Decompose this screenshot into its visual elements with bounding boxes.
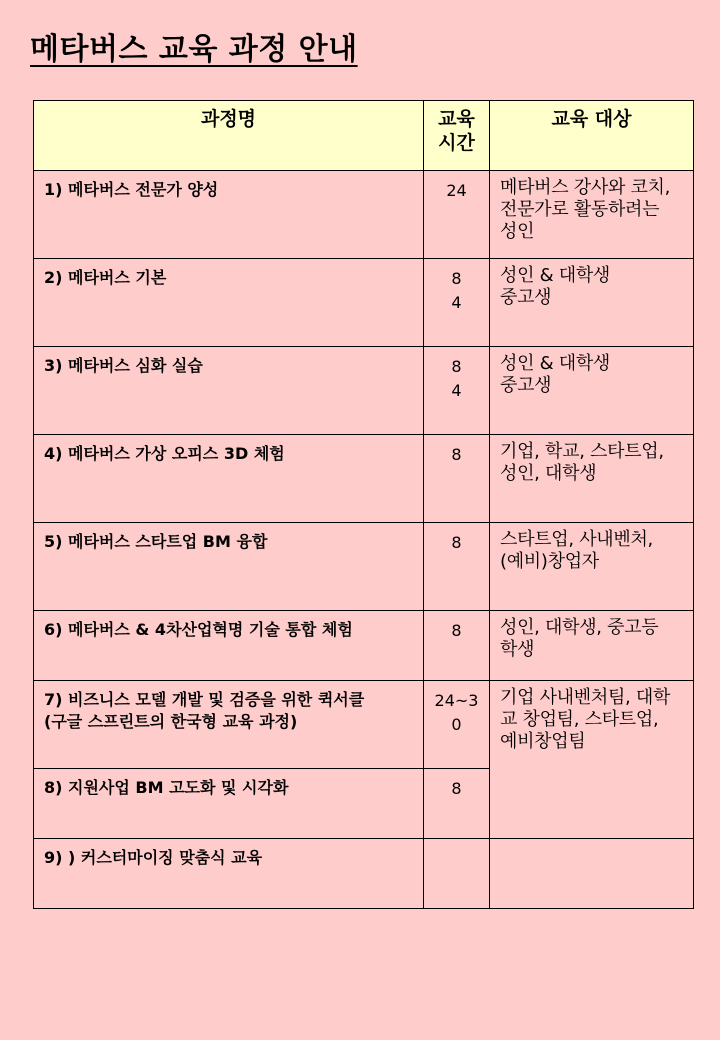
course-name: 1) 메타버스 전문가 양성	[44, 180, 219, 199]
course-target-cell	[490, 171, 694, 259]
course-hours-cell	[424, 523, 490, 611]
table-row	[34, 171, 694, 259]
course-hours-cell	[424, 769, 490, 839]
course-target: 예비창업팀	[500, 731, 586, 752]
course-name-cell	[34, 435, 424, 523]
header-target	[490, 101, 694, 171]
course-name-cell	[34, 523, 424, 611]
course-hours: 4	[451, 381, 462, 400]
course-name: 2) 메타버스 기본	[44, 268, 167, 287]
course-target: 성인, 대학생, 중고등	[500, 617, 659, 638]
course-name: (구글 스프린트의 한국형 교육 과정)	[44, 712, 298, 731]
course-name-cell	[34, 171, 424, 259]
course-target: 스타트업, 사내벤처,	[500, 529, 653, 550]
course-name: 4) 메타버스 가상 오피스 3D 체험	[44, 444, 285, 463]
table-row	[34, 611, 694, 681]
course-name: 9) ) 커스터마이징 맞춤식 교육	[44, 848, 263, 867]
course-target-cell	[490, 611, 694, 681]
course-name: 5) 메타버스 스타트업 BM 융합	[44, 532, 268, 551]
header-target-label: 교육 대상	[551, 108, 632, 130]
course-hours-cell	[424, 171, 490, 259]
table-row	[34, 681, 694, 769]
course-hours: 8	[451, 779, 462, 798]
course-target: 전문가로 활동하려는	[500, 199, 660, 220]
course-hours-cell	[424, 611, 490, 681]
course-name: 8) 지원사업 BM 고도화 및 시각화	[44, 778, 289, 797]
course-target: 기업 사내벤처팀, 대학	[500, 687, 671, 708]
header-course-name-label: 과정명	[200, 108, 257, 130]
course-target: 성인, 대학생	[500, 463, 597, 484]
course-name: 3) 메타버스 심화 실습	[44, 356, 203, 375]
course-name: 7) 비즈니스 모델 개발 및 검증을 위한 퀵서클	[44, 690, 365, 709]
course-name-cell	[34, 259, 424, 347]
course-target: 중고생	[500, 287, 552, 308]
course-hours: 24~3	[434, 691, 479, 710]
course-target-cell	[490, 259, 694, 347]
course-target-cell	[490, 523, 694, 611]
course-name-cell	[34, 839, 424, 909]
course-name-cell	[34, 769, 424, 839]
course-target: 메타버스 강사와 코치,	[500, 177, 671, 198]
course-target: 성인 & 대학생	[500, 353, 611, 374]
table-row	[34, 839, 694, 909]
course-target: 학생	[500, 639, 535, 660]
course-hours: 0	[451, 715, 462, 734]
course-name-cell	[34, 681, 424, 769]
course-hours-cell	[424, 839, 490, 909]
course-name: 6) 메타버스 & 4차산업혁명 기술 통합 체험	[44, 620, 353, 639]
header-hours-line-2: 시간	[438, 132, 475, 154]
course-hours: 24	[446, 181, 467, 200]
table-row	[34, 347, 694, 435]
course-hours: 8	[451, 533, 462, 552]
course-hours: 4	[451, 293, 462, 312]
course-target-cell	[490, 681, 694, 839]
course-hours-cell	[424, 347, 490, 435]
header-hours	[424, 101, 490, 171]
course-target: (예비)창업자	[500, 551, 599, 572]
course-target: 기업, 학교, 스타트업,	[500, 441, 664, 462]
header-course-name	[34, 101, 424, 171]
course-hours-cell	[424, 435, 490, 523]
course-hours-cell	[424, 259, 490, 347]
table-row	[34, 259, 694, 347]
course-target: 교 창업팀, 스타트업,	[500, 709, 659, 730]
course-target: 중고생	[500, 375, 552, 396]
table-header-row	[34, 101, 694, 171]
table-row	[34, 435, 694, 523]
header-hours-line-1: 교육	[438, 108, 475, 130]
course-name-cell	[34, 611, 424, 681]
course-name-cell	[34, 347, 424, 435]
page-title: 메타버스 교육 과정 안내	[30, 32, 358, 67]
course-hours-cell	[424, 681, 490, 769]
course-target: 성인 & 대학생	[500, 265, 611, 286]
course-hours: 8	[451, 445, 462, 464]
course-table	[33, 100, 694, 909]
course-hours: 8	[451, 357, 462, 376]
course-target: 성인	[500, 221, 535, 242]
course-target-cell	[490, 347, 694, 435]
table-row	[34, 523, 694, 611]
course-hours: 8	[451, 621, 462, 640]
course-target-cell	[490, 435, 694, 523]
course-target-cell	[490, 839, 694, 909]
course-hours: 8	[451, 269, 462, 288]
